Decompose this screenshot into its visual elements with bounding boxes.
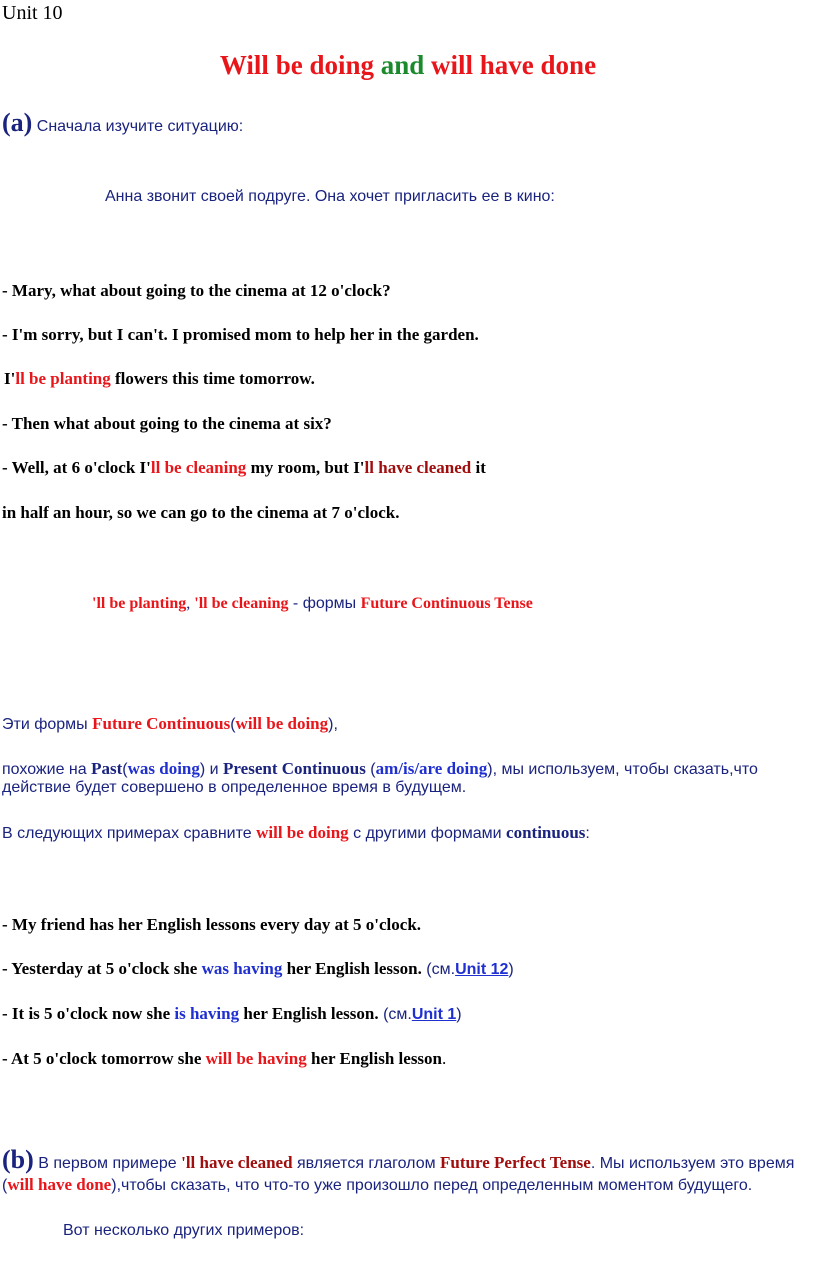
section-b-1-a: В первом примере bbox=[33, 1155, 182, 1172]
example-2-c: her English lesson. bbox=[282, 959, 422, 978]
section-b-2-form: will have done bbox=[7, 1175, 112, 1194]
section-b-line-2 bbox=[2, 1175, 752, 1195]
example-2-ref: (см. bbox=[421, 961, 456, 978]
forms-note-text: - формы bbox=[288, 595, 361, 612]
explain-2-present: Present Continuous bbox=[223, 759, 366, 778]
explain-2-past: Past bbox=[91, 759, 123, 778]
example-2-close: ) bbox=[508, 961, 514, 978]
example-3 bbox=[2, 1004, 462, 1024]
example-3-ref: (см. bbox=[378, 1006, 412, 1023]
title-part-and: and bbox=[373, 50, 432, 80]
example-2 bbox=[2, 959, 514, 979]
explain-line-2 bbox=[2, 759, 758, 779]
section-b-1-c: является глаголом bbox=[292, 1155, 441, 1172]
explain-1-form: will be doing bbox=[235, 714, 329, 733]
dialog-line-5-c: my room, but I' bbox=[246, 458, 365, 477]
example-4-a: - At 5 o'clock tomorrow she bbox=[2, 1049, 206, 1068]
example-3-a: - It is 5 o'clock now she bbox=[2, 1004, 175, 1023]
section-b-1-tense: Future Perfect Tense bbox=[440, 1153, 591, 1172]
explain-line-4 bbox=[2, 823, 590, 843]
section-b-1-verb: 'll have cleaned bbox=[181, 1153, 293, 1172]
dialog-line-3 bbox=[4, 369, 315, 389]
forms-note-tense: Future Continuous Tense bbox=[360, 595, 533, 612]
example-4-verb: will be having bbox=[205, 1049, 307, 1068]
unit-12-link[interactable]: Unit 12 bbox=[455, 961, 509, 978]
explain-line-3: действие будет совершено в определенное время в будущем. bbox=[2, 779, 467, 796]
explain-4-c: с другими формами bbox=[348, 825, 507, 842]
forms-note-planting: 'll be planting bbox=[92, 595, 187, 612]
example-3-c: her English lesson. bbox=[239, 1004, 379, 1023]
title-part-will-have-done: will have done bbox=[431, 50, 597, 80]
example-3-close: ) bbox=[456, 1006, 462, 1023]
example-3-verb: is having bbox=[174, 1004, 240, 1023]
section-a-marker: (a) bbox=[2, 108, 33, 137]
dialog-line-5-verb-2: ll have cleaned bbox=[364, 458, 472, 477]
explain-1-tense: Future Continuous bbox=[92, 714, 231, 733]
dialog-line-5 bbox=[2, 458, 486, 478]
example-4 bbox=[2, 1049, 446, 1069]
explain-4-will-be-doing: will be doing bbox=[256, 823, 349, 842]
explain-2-paren: ( bbox=[122, 761, 128, 778]
example-1: - My friend has her English lessons every day at 5 o'clock. bbox=[2, 915, 422, 934]
explain-2-and: ) и bbox=[199, 761, 224, 778]
explain-line-1 bbox=[2, 714, 338, 734]
section-b-line-1 bbox=[2, 1145, 794, 1175]
explain-2-a: похожие на bbox=[2, 761, 92, 778]
dialog-line-3-a: I' bbox=[4, 369, 16, 388]
situation-text: Анна звонит своей подруге. Она хочет пригласить ее в кино: bbox=[105, 188, 555, 205]
unit-header: Unit 10 bbox=[2, 2, 63, 24]
dialog-line-1: - Mary, what about going to the cinema at 12 o'clock? bbox=[2, 281, 391, 300]
explain-1-end: ), bbox=[328, 716, 338, 733]
dialog-line-5-verb-1: ll be cleaning bbox=[150, 458, 247, 477]
dialog-line-2: - I'm sorry, but I can't. I promised mom to help her in the garden. bbox=[2, 325, 479, 344]
section-b-marker: (b) bbox=[2, 1145, 34, 1174]
explain-2-paren-2: ( bbox=[365, 761, 376, 778]
dialog-line-4: - Then what about going to the cinema at six? bbox=[2, 414, 332, 433]
explain-4-a: В следующих примерах сравните bbox=[2, 825, 257, 842]
forms-note bbox=[92, 595, 533, 613]
dialog-line-3-c: flowers this time tomorrow. bbox=[110, 369, 315, 388]
dialog-line-5-a: - Well, at 6 o'clock I' bbox=[2, 458, 151, 477]
example-4-dot: . bbox=[442, 1049, 447, 1068]
page-title bbox=[0, 50, 816, 81]
section-a-intro bbox=[2, 108, 243, 138]
section-a-text: Сначала изучите ситуацию: bbox=[32, 118, 244, 135]
unit-1-link[interactable]: Unit 1 bbox=[411, 1006, 457, 1023]
forms-note-comma: , bbox=[186, 595, 195, 612]
more-examples-label: Вот несколько других примеров: bbox=[63, 1222, 305, 1239]
explain-2-was-doing: was doing bbox=[127, 759, 200, 778]
dialog-line-6: in half an hour, so we can go to the cinema at 7 o'clock. bbox=[2, 503, 400, 522]
explain-4-colon: : bbox=[585, 825, 590, 842]
example-4-c: her English lesson bbox=[306, 1049, 443, 1068]
explain-1-paren: ( bbox=[230, 716, 236, 733]
explain-2-rest: ), мы используем, чтобы сказать,что bbox=[487, 761, 758, 778]
example-2-verb: was having bbox=[201, 959, 283, 978]
explain-1-a: Эти формы bbox=[2, 716, 93, 733]
explain-4-continuous: continuous bbox=[506, 823, 586, 842]
section-b-2-rest: ),чтобы сказать, что что-то уже произошло перед определенным моментом будущего. bbox=[111, 1177, 753, 1194]
forms-note-cleaning: 'll be cleaning bbox=[194, 595, 289, 612]
section-b-2-paren: ( bbox=[2, 1177, 8, 1194]
dialog-line-3-verb: ll be planting bbox=[15, 369, 111, 388]
example-2-a: - Yesterday at 5 o'clock she bbox=[2, 959, 202, 978]
dialog-line-5-e: it bbox=[471, 458, 486, 477]
title-part-will-be-doing: Will be doing bbox=[219, 50, 374, 80]
explain-2-am-is-are: am/is/are doing bbox=[375, 759, 488, 778]
section-b-1-e: . Мы используем это время bbox=[590, 1155, 795, 1172]
